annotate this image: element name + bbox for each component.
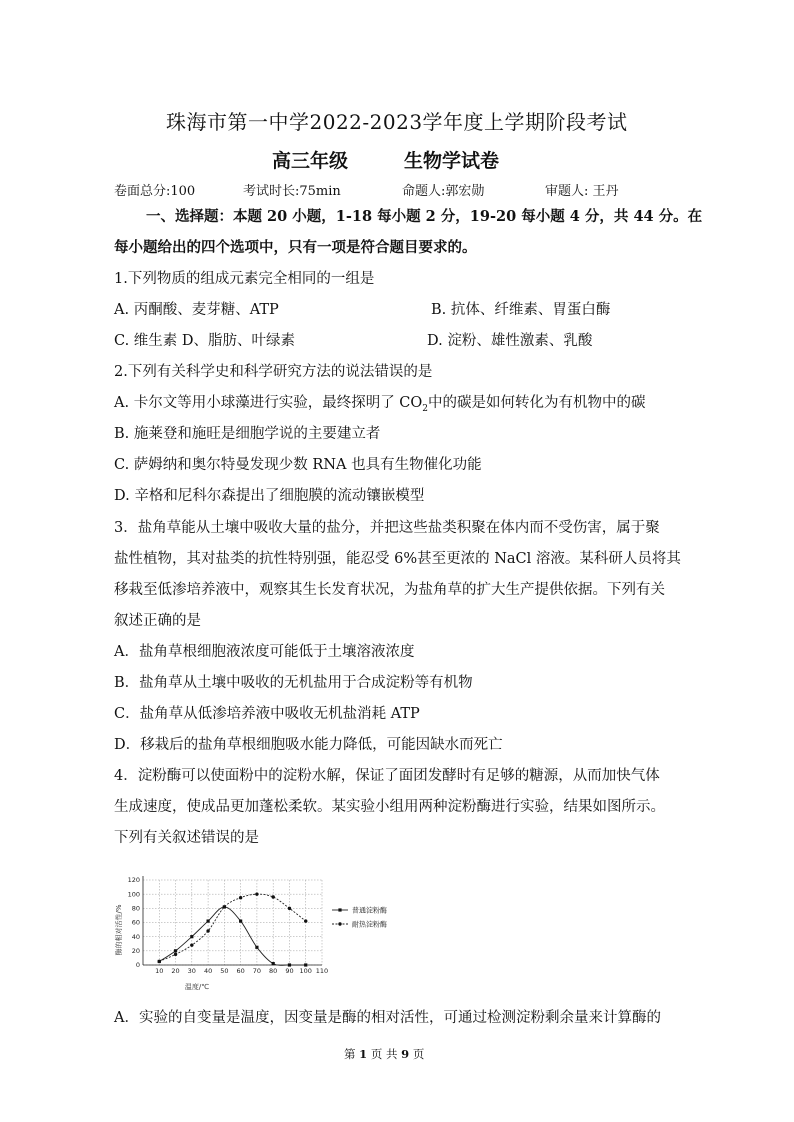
data-point xyxy=(239,919,242,922)
data-point xyxy=(174,949,177,952)
x-tick-label: 100 xyxy=(299,967,312,975)
x-tick-label: 10 xyxy=(155,967,164,975)
q3-option-a: A．盐角草根细胞液浓度可能低于土壤溶液浓度 xyxy=(114,644,415,660)
x-tick-label: 50 xyxy=(220,967,229,975)
data-point xyxy=(223,905,226,908)
q3-stem-line1: 3．盐角草能从土壤中吸收大量的盐分，并把这些盐类积聚在体内而不受伤害，属于聚 xyxy=(114,520,660,536)
x-tick-label: 70 xyxy=(252,967,262,975)
data-point xyxy=(174,953,177,956)
y-tick-label: 120 xyxy=(127,876,140,885)
y-tick-label: 60 xyxy=(131,918,140,927)
series-line-2 xyxy=(159,894,305,961)
data-point xyxy=(271,895,274,898)
y-tick-label: 40 xyxy=(131,932,140,941)
q2-option-c: C. 萨姆纳和奥尔特曼发现少数 RNA 也具有生物催化功能 xyxy=(114,457,482,473)
x-tick-label: 20 xyxy=(171,967,180,975)
x-tick-label: 30 xyxy=(187,967,196,975)
x-tick-label: 60 xyxy=(236,967,245,975)
data-point xyxy=(304,919,307,922)
q4-stem-line2: 生成速度，使成品更加蓬松柔软。某实验小组用两种淀粉酶进行实验，结果如图所示。 xyxy=(114,799,665,815)
q1-stem: 1.下列物质的组成元素完全相同的一组是 xyxy=(114,271,375,287)
grade-label: 高三年级 xyxy=(272,150,349,172)
legend-marker xyxy=(338,908,341,911)
q2-option-b: B. 施莱登和施旺是细胞学说的主要建立者 xyxy=(114,426,381,442)
x-axis-label: 温度/℃ xyxy=(184,983,210,991)
x-tick-label: 80 xyxy=(269,967,278,975)
reviewer: 审题人: 王丹 xyxy=(545,184,619,199)
q2-stem: 2.下列有关科学史和科学研究方法的说法错误的是 xyxy=(114,364,433,380)
exam-duration: 考试时长:75min xyxy=(243,184,341,199)
y-axis-label: 酶的相对活性/% xyxy=(115,904,123,956)
q1-option-a: A. 丙酮酸、麦芽糖、ATP xyxy=(114,302,279,318)
q1-option-b: B. 抗体、纤维素、胃蛋白酶 xyxy=(431,302,611,318)
data-point xyxy=(255,946,258,949)
y-tick-label: 100 xyxy=(127,890,140,899)
q3-stem-line2: 盐性植物，其对盐类的抗性特别强，能忍受 6%甚至更浓的 NaCl 溶液。某科研人员将其 xyxy=(114,551,681,567)
section-instruction-line1: 一、选择题：本题 20 小题，1-18 每小题 2 分，19-20 每小题 4 分，共 44 分。在 xyxy=(146,208,703,225)
legend-marker xyxy=(338,922,341,925)
data-point xyxy=(255,892,258,895)
series-line-1 xyxy=(159,907,305,965)
section-instruction-line2: 每小题给出的四个选项中，只有一项是符合题目要求的。 xyxy=(114,239,477,256)
x-tick-label: 110 xyxy=(315,967,329,975)
q4-option-a: A．实验的自变量是温度，因变量是酶的相对活性，可通过检测淀粉剩余量来计算酶的 xyxy=(114,1010,661,1026)
q3-stem-line4: 叙述正确的是 xyxy=(114,613,201,629)
q3-option-b: B．盐角草从土壤中吸收的无机盐用于合成淀粉等有机物 xyxy=(114,675,473,691)
data-point xyxy=(239,896,242,899)
page-footer: 第 1 页 共 9 页 xyxy=(344,1047,425,1061)
data-point xyxy=(190,943,193,946)
q3-option-d: D．移栽后的盐角草根细胞吸水能力降低，可能因缺水而死亡 xyxy=(114,737,503,753)
x-tick-label: 90 xyxy=(285,967,294,975)
data-point xyxy=(206,929,209,932)
q2-option-a: A. 卡尔文等用小球藻进行实验，最终探明了 $CO_2$中的碳是如何转化为有机物中的碳 xyxy=(114,395,646,414)
data-point xyxy=(304,963,307,966)
question-author: 命题人:郭宏勋 xyxy=(402,184,485,199)
q4-stem-line3: 下列有关叙述错误的是 xyxy=(114,830,259,846)
q4-stem-line1: 4．淀粉酶可以使面粉中的淀粉水解，保证了面团发酵时有足够的糖源，从而加快气体 xyxy=(114,768,660,784)
subject-label: 生物学试卷 xyxy=(404,150,500,172)
data-point xyxy=(158,960,161,963)
y-tick-label: 80 xyxy=(131,904,140,913)
y-tick-label: 20 xyxy=(131,947,140,956)
legend-label: 普通淀粉酶 xyxy=(352,906,387,915)
legend-label: 耐热淀粉酶 xyxy=(352,920,387,929)
total-score: 卷面总分:100 xyxy=(114,184,196,199)
data-point xyxy=(288,907,291,910)
q2-option-d: D. 辛格和尼科尔森提出了细胞膜的流动镶嵌模型 xyxy=(114,488,425,504)
q3-stem-line3: 移栽至低渗培养液中，观察其生长发育状况，为盐角草的扩大生产提供依据。下列有关 xyxy=(114,582,665,598)
q1-option-d: D. 淀粉、雄性激素、乳酸 xyxy=(427,333,593,349)
data-point xyxy=(190,935,193,938)
enzyme-activity-chart xyxy=(110,862,430,992)
data-point xyxy=(272,962,275,965)
x-tick-label: 40 xyxy=(203,967,213,975)
data-point xyxy=(288,963,291,966)
data-point xyxy=(206,919,209,922)
q1-option-c: C. 维生素 D、脂肪、叶绿素 xyxy=(114,333,296,349)
exam-title: 珠海市第一中学2022-2023学年度上学期阶段考试 xyxy=(166,110,628,134)
y-tick-label: 0 xyxy=(135,961,140,970)
q3-option-c: C．盐角草从低渗培养液中吸收无机盐消耗 ATP xyxy=(114,706,420,722)
